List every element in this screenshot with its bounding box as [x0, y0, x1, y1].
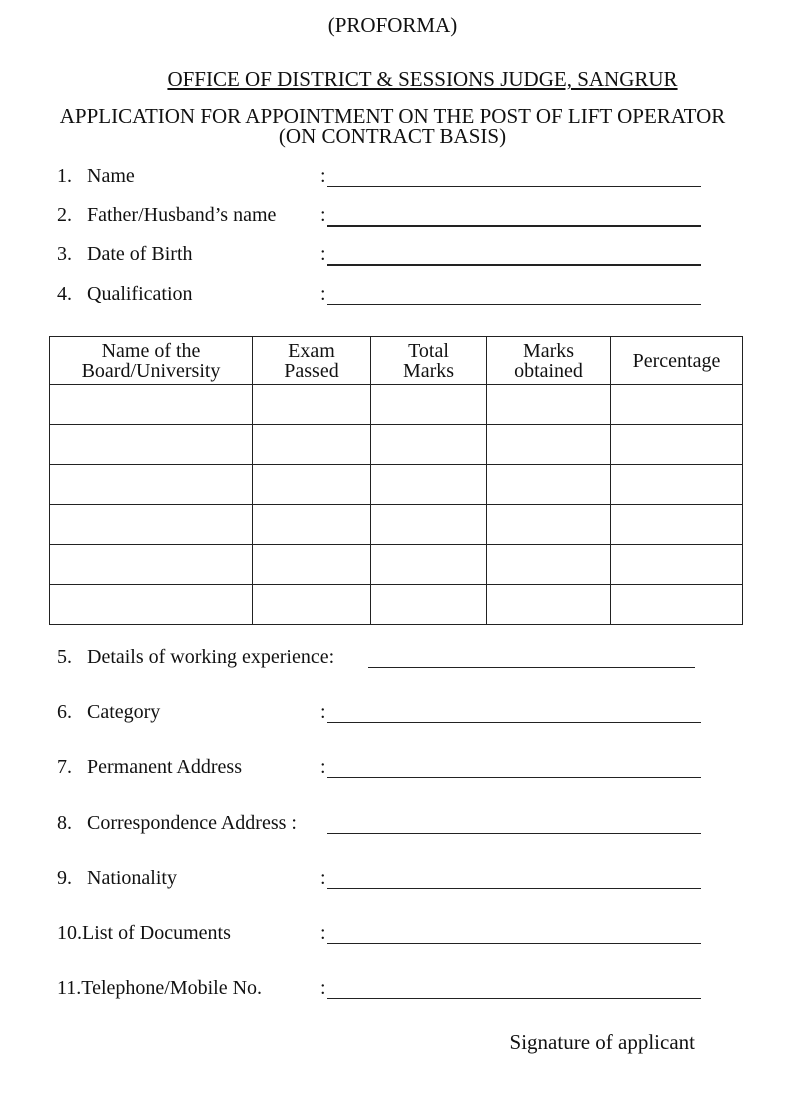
field-number: 9. [57, 867, 72, 889]
table-cell[interactable] [50, 385, 253, 425]
field-nationality-label [57, 867, 177, 890]
header-line: Board/University [81, 359, 221, 382]
table-cell[interactable] [487, 385, 611, 425]
field-colon: : [320, 922, 326, 944]
field-permanent-address-label [57, 756, 242, 779]
table-cell[interactable] [50, 465, 253, 505]
field-label-text: Nationality [87, 867, 177, 889]
column-header-board [50, 337, 253, 385]
field-documents-label [57, 922, 231, 945]
table-row [50, 425, 743, 465]
field-number: 10. [57, 922, 82, 944]
field-colon: : [320, 977, 326, 999]
field-label-text: Qualification [87, 283, 193, 305]
signature-label: Signature of applicant [509, 1030, 695, 1054]
table-cell[interactable] [50, 505, 253, 545]
qualification-table [49, 336, 743, 625]
header-line: Percentage [632, 349, 721, 372]
column-header-exam [253, 337, 371, 385]
field-category-label [57, 701, 160, 724]
proforma-title: (PROFORMA) [327, 13, 458, 37]
table-cell[interactable] [611, 505, 743, 545]
table-row [50, 385, 743, 425]
nationality-input-line[interactable] [327, 888, 701, 889]
header-line: Total [408, 339, 449, 362]
field-label-text: Details of working experience: [87, 646, 335, 668]
field-colon: : [320, 165, 326, 187]
table-row [50, 465, 743, 505]
table-cell[interactable] [487, 505, 611, 545]
field-label-text: Name [87, 165, 135, 187]
dob-input-line[interactable] [327, 264, 701, 266]
field-label-text: Date of Birth [87, 243, 193, 265]
correspondence-address-input-line[interactable] [327, 833, 701, 834]
table-cell[interactable] [253, 505, 371, 545]
field-label-text: Correspondence Address : [87, 812, 297, 834]
table-cell[interactable] [611, 545, 743, 585]
table-row [50, 545, 743, 585]
table-cell[interactable] [253, 385, 371, 425]
field-number: 3. [57, 243, 72, 265]
field-number: 8. [57, 812, 72, 834]
name-input-line[interactable] [327, 186, 701, 187]
field-number: 1. [57, 165, 72, 187]
field-label-text: Telephone/Mobile No. [81, 977, 263, 999]
field-label-text: Father/Husband’s name [87, 204, 277, 226]
field-dob-label [57, 243, 193, 266]
table-cell[interactable] [371, 425, 487, 465]
column-header-percentage [611, 337, 743, 385]
table-cell[interactable] [487, 465, 611, 505]
field-qualification-label [57, 283, 193, 306]
table-cell[interactable] [611, 465, 743, 505]
category-input-line[interactable] [327, 722, 701, 723]
field-number: 6. [57, 701, 72, 723]
field-colon: : [320, 701, 326, 723]
table-cell[interactable] [253, 465, 371, 505]
contract-basis-subtitle: (ON CONTRACT BASIS) [278, 124, 507, 148]
field-colon: : [320, 283, 326, 305]
table-cell[interactable] [50, 425, 253, 465]
table-cell[interactable] [487, 425, 611, 465]
table-cell[interactable] [253, 425, 371, 465]
field-label-text: Category [87, 701, 161, 723]
field-telephone-label [57, 977, 262, 1000]
field-number: 11. [57, 977, 82, 999]
header-line: Name of the [101, 339, 201, 362]
table-cell[interactable] [371, 505, 487, 545]
field-number: 7. [57, 756, 72, 778]
field-label-text: Permanent Address [87, 756, 242, 778]
table-row [50, 505, 743, 545]
table-cell[interactable] [611, 425, 743, 465]
qualification-input-line[interactable] [327, 304, 701, 305]
table-cell[interactable] [253, 545, 371, 585]
column-header-total-marks [371, 337, 487, 385]
table-row [50, 585, 743, 625]
header-line: Marks [522, 339, 575, 362]
field-colon: : [320, 204, 326, 226]
field-number: 2. [57, 204, 72, 226]
field-experience-label [57, 646, 334, 669]
table-cell[interactable] [611, 385, 743, 425]
field-colon: : [320, 867, 326, 889]
field-correspondence-address-label [57, 812, 297, 835]
telephone-input-line[interactable] [327, 998, 701, 999]
table-cell[interactable] [611, 585, 743, 625]
table-cell[interactable] [371, 385, 487, 425]
field-colon: : [320, 756, 326, 778]
field-father-husband-label [57, 204, 276, 227]
table-cell[interactable] [371, 545, 487, 585]
field-name-label [57, 165, 135, 188]
column-header-marks-obtained [487, 337, 611, 385]
header-line: obtained [514, 359, 583, 382]
table-header-row [50, 337, 743, 385]
field-label-text: List of Documents [82, 922, 231, 944]
table-cell[interactable] [371, 585, 487, 625]
permanent-address-input-line[interactable] [327, 777, 701, 778]
table-cell[interactable] [253, 585, 371, 625]
field-number: 4. [57, 283, 72, 305]
application-heading: APPLICATION FOR APPOINTMENT ON THE POST OF LIFT OPERATOR [59, 104, 726, 128]
father-husband-input-line[interactable] [327, 225, 701, 227]
field-colon: : [320, 243, 326, 265]
header-line: Passed [284, 359, 339, 382]
table-cell[interactable] [487, 545, 611, 585]
header-line: Marks [402, 359, 455, 382]
header-line: Exam [288, 339, 335, 362]
experience-input-line[interactable] [368, 667, 695, 668]
table-cell[interactable] [371, 465, 487, 505]
table-cell[interactable] [50, 585, 253, 625]
office-heading: OFFICE OF DISTRICT & SESSIONS JUDGE, SANGRUR [167, 67, 678, 91]
table-cell[interactable] [50, 545, 253, 585]
documents-input-line[interactable] [327, 943, 701, 944]
table-cell[interactable] [487, 585, 611, 625]
field-number: 5. [57, 646, 72, 668]
